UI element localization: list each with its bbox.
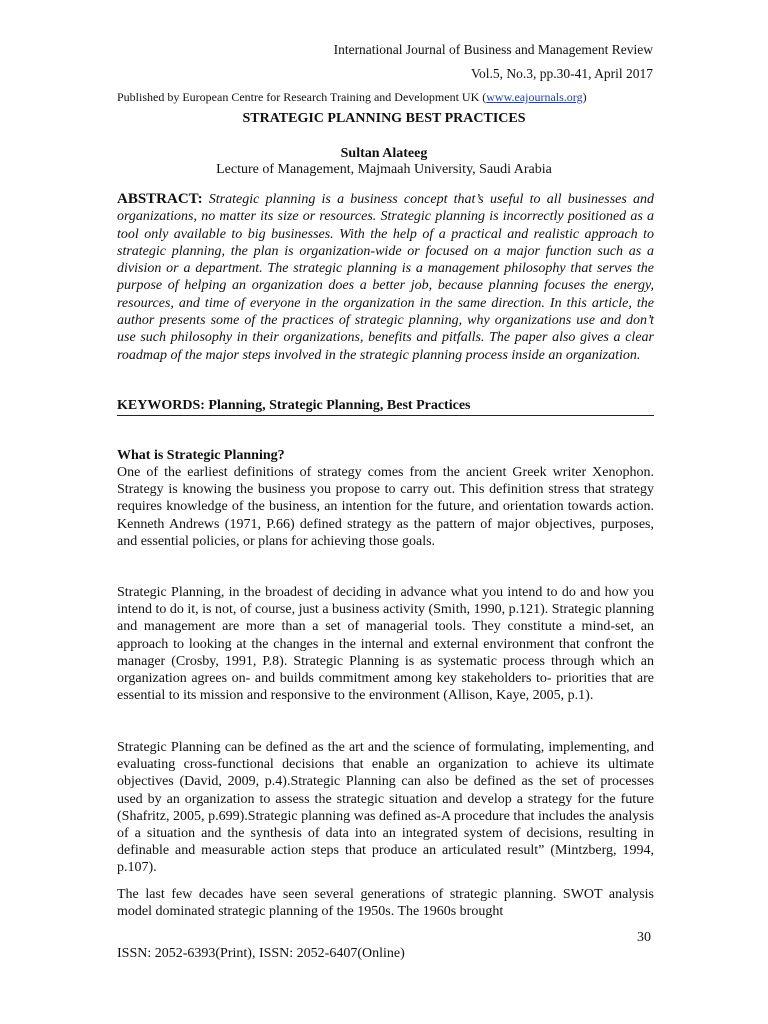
paper-title: STRATEGIC PLANNING BEST PRACTICES [242, 111, 526, 126]
author-affiliation: Lecture of Management, Majmaah University, Saudi Arabia [216, 162, 552, 177]
paragraph: Strategic Planning can be defined as the art and the science of formulating, implementing, and evaluating cross-functional decisions that enable an organization to achieve its ultimate objectives (David, 2009, p.4).Strategic Planning can also be defined as the set of processes used by an organization to assess the strategic situation and develop a strategy for the future (Shafritz, 2005, p.699).Strategic planning was defined as-A procedure that includes the analysis of a situation and the synthesis of data into an integrated system of decisions, resulting in definable and measurable action steps that produce an articulated result” (Mintzberg, 1994, p.107). [117, 740, 654, 876]
publisher-text: Published by European Centre for Research Training and Development UK ( [117, 90, 487, 104]
page-number: 30 [637, 930, 651, 945]
paragraph: The last few decades have seen several generations of strategic planning. SWOT analysis model dominated strategic planning of the 1950s. The 1960s brought [117, 887, 654, 920]
publisher-suffix: ) [582, 90, 587, 104]
abstract-label: ABSTRACT: [117, 191, 203, 207]
paragraph: Strategic Planning, in the broadest of deciding in advance what you intend to do and how you intend to do it, is not, of course, just a business activity (Smith, 1990, p.121). Strategic planning and management are more than a set of managerial tools. They constitute a mind-set, an approach to looking at the changes in the internal and external environment that confront the manager (Crosby, 1991, P.8). Strategic Planning is as systematic process through which an organization agrees on- and builds commitment among key stakeholders to- priorities that are essential to its mission and responsive to the environment (Allison, Kaye, 2005, p.1). [117, 585, 654, 704]
divider [117, 415, 654, 416]
keywords: KEYWORDS: Planning, Strategic Planning, Best Practices [117, 398, 471, 413]
author-name: Sultan Alateeg [340, 146, 428, 161]
publisher-line [117, 90, 587, 105]
journal-name: International Journal of Business and Management Review [333, 42, 653, 57]
abstract-text: Strategic planning is a business concept that’s useful to all businesses and organizations, no matter its size or resources. Strategic planning is incorrectly positioned as a tool only available to big businesses. With the help of a practical and realistic approach to strategic planning, the plan is organization-wide or focused on a major function such as a division or a department. The strategic planning is a management philosophy that serves the purpose of helping an organization does a better job, because planning focuses the energy, resources, and time of everyone in the organization in the same direction. In this article, the author presents some of the practices of strategic planning, why organizations use and don’t use such philosophy in their organizations, benefits and pitfalls. The paper also gives a clear roadmap of the major steps involved in the strategic planning process inside an organization. [117, 192, 655, 363]
issn-footer: ISSN: 2052-6393(Print), ISSN: 2052-6407(Online) [117, 946, 405, 961]
publisher-link[interactable]: www.eajournals.org [486, 90, 583, 104]
abstract [117, 191, 654, 364]
section-heading: What is Strategic Planning? [117, 448, 285, 463]
volume-info: Vol.5, No.3, pp.30-41, April 2017 [470, 66, 653, 81]
paragraph: One of the earliest definitions of strategy comes from the ancient Greek writer Xenophon. Strategy is knowing the business you propose to carry out. This definition stress that strategy requires knowledge of the business, an intention for the future, and orientation towards action. Kenneth Andrews (1971, P.66) defined strategy as the pattern of major objectives, purposes, and essential policies, or plans for achieving those goals. [117, 465, 654, 549]
